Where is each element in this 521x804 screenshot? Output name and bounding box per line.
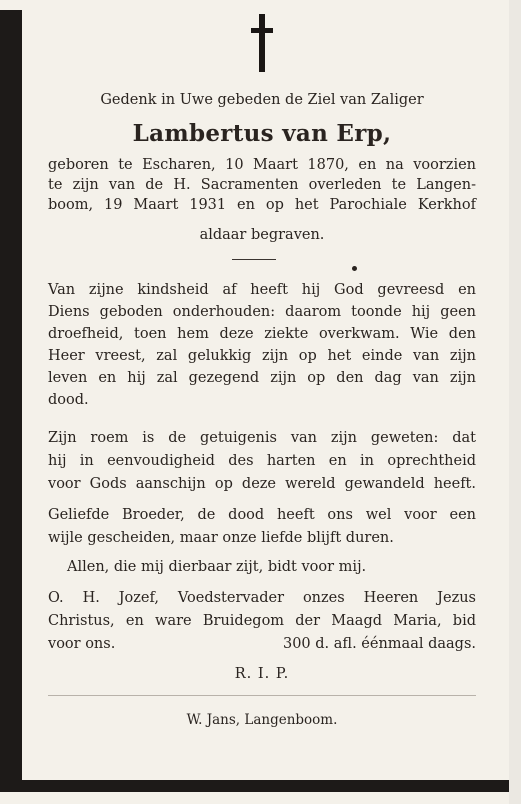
para1-line-5: leven en hij zal gezegend zijn op den dag van zijn [48,370,476,386]
para5-line-1: O. H. Jozef, Voedstervader onzes Heeren Jezus [48,590,476,606]
para2-line-3: voor Gods aanschijn op deze wereld gewandeld heeft. [48,476,476,492]
mourning-border-left [0,10,22,786]
para1-line-1: Van zijne kindsheid af heeft hij God gevreesd en [48,282,476,298]
para4-line: Allen, die mij dierbaar zijt, bidt voor mij. [67,559,367,575]
bio-line-3: boom, 19 Maart 1931 en op het Parochiale Kerkhof [48,197,476,213]
para2-line-2: hij in eenvoudigheid des harten en in oprechtheid [48,453,476,469]
para1-line-4: Heer vreest, zal gelukkig zijn op het einde van zijn [48,348,476,364]
cross-icon [251,14,273,74]
section-divider [232,259,276,260]
para2-line-1: Zijn roem is de getuigenis van zijn geweten: dat [48,430,476,446]
para1-line-2: Diens geboden onderhouden: daarom toonde hij geen [48,304,476,320]
bio-line-1: geboren te Escharen, 10 Maart 1870, en na voorzien [48,157,476,173]
para1-line-3: droefheid, toen hem deze ziekte overkwam. Wie den [48,326,476,342]
deceased-name: Lambertus van Erp, [132,120,392,147]
para3-line-1: Geliefde Broeder, de dood heeft ons wel voor een [48,507,476,523]
ornament-dot [352,266,357,271]
para3-line-2: wijle gescheiden, maar onze liefde blijft duren. [48,530,394,546]
footer-divider [48,695,476,696]
para1-line-6: dood. [48,392,89,408]
para5-line-2: Christus, en ware Bruidegom der Maagd Maria, bid [48,613,476,629]
bio-line-2: te zijn van de H. Sacramenten overleden te Langen- [48,177,476,193]
printer-credit: W. Jans, Langenboom. [186,712,338,728]
para5-last-left: voor ons. [48,636,116,652]
mourning-border-bottom [0,780,521,792]
bio-line-4: aldaar begraven. [199,227,325,243]
para5-line-3 [48,634,476,654]
card-edge-right [509,0,521,804]
rip-text: R. I. P. [234,666,290,682]
indulgence-note: 300 d. afl. éénmaal daags. [282,636,476,652]
heading-remember: Gedenk in Uwe gebeden de Ziel van Zaliger [100,92,424,108]
